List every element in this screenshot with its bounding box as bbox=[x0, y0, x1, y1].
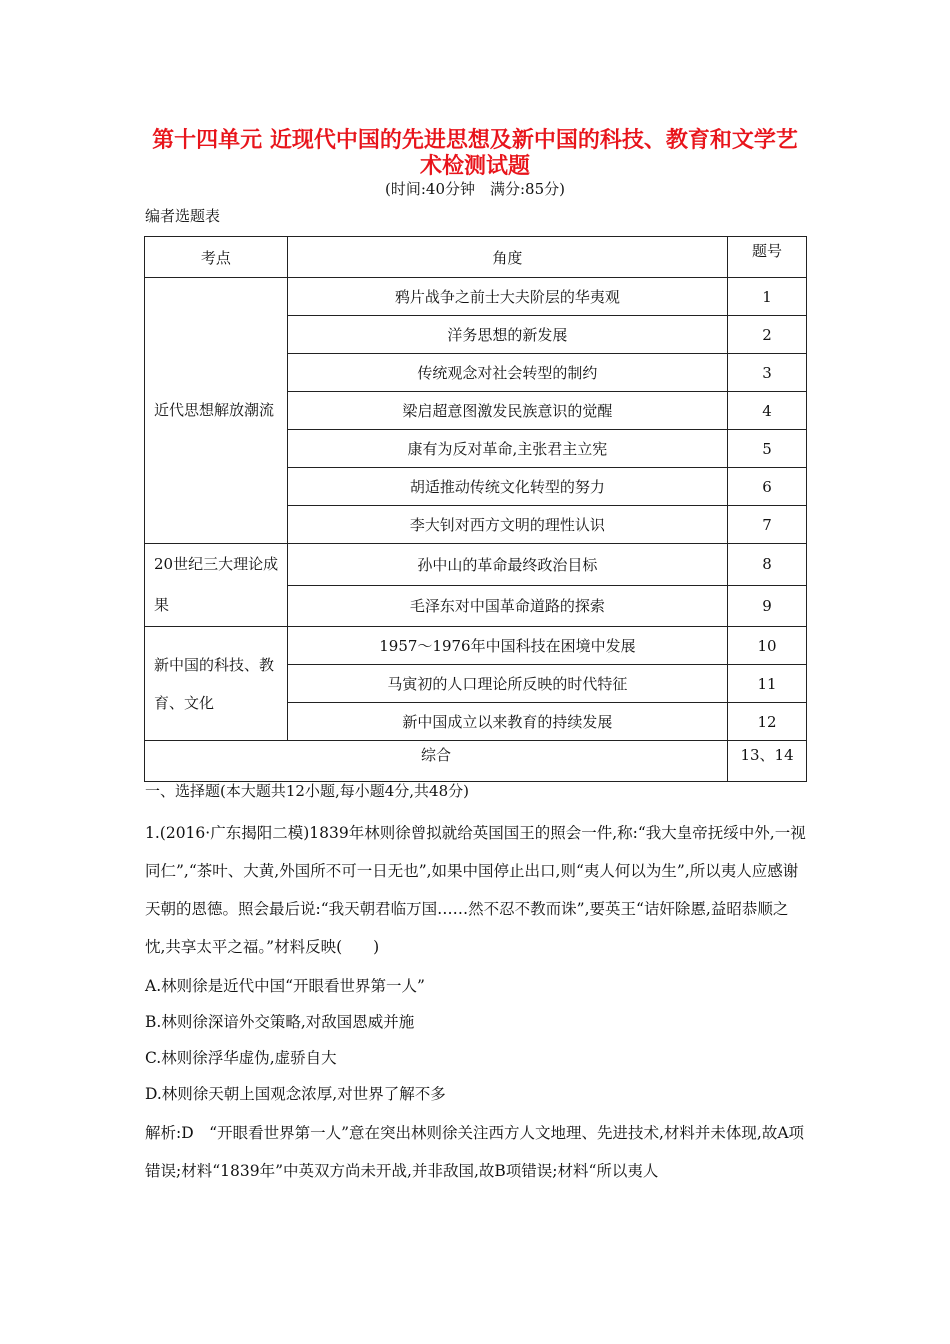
angle-cell: 传统观念对社会转型的制约 bbox=[287, 354, 727, 392]
number-cell: 10 bbox=[728, 627, 807, 665]
table-summary-row bbox=[145, 741, 807, 782]
option-a: A.林则徐是近代中国“开眼看世界第一人” bbox=[145, 977, 425, 995]
page-title-line2: 术检测试题 bbox=[419, 153, 530, 179]
number-cell: 9 bbox=[728, 585, 807, 627]
number-cell: 6 bbox=[728, 468, 807, 506]
angle-cell: 胡适推动传统文化转型的努力 bbox=[287, 468, 727, 506]
angle-cell: 新中国成立以来教育的持续发展 bbox=[287, 703, 727, 741]
angle-cell: 马寅初的人口理论所反映的时代特征 bbox=[287, 665, 727, 703]
angle-cell: 李大钊对西方文明的理性认识 bbox=[287, 506, 727, 544]
angle-cell: 鸦片战争之前士大夫阶层的华夷观 bbox=[287, 278, 727, 316]
angle-cell: 康有为反对革命,主张君主立宪 bbox=[287, 430, 727, 468]
table-label: 编者选题表 bbox=[145, 207, 221, 225]
number-cell: 7 bbox=[728, 506, 807, 544]
header-tihao: 题号 bbox=[728, 237, 807, 278]
summary-number: 13、14 bbox=[728, 741, 807, 782]
exam-time-score: (时间:40分钟 满分:85分) bbox=[385, 180, 565, 198]
number-cell: 12 bbox=[728, 703, 807, 741]
option-d: D.林则徐天朝上国观念浓厚,对世界了解不多 bbox=[145, 1085, 446, 1103]
number-cell: 5 bbox=[728, 430, 807, 468]
analysis: 解析:D “开眼看世界第一人”意在突出林则徐关注西方人文地理、先进技术,材料并未体现,故A项错误;材料“1839年”中英双方尚未开战,并非敌国,故B项错误;材料“所以夷人 bbox=[145, 1124, 805, 1180]
section-heading: 一、选择题(本大题共12小题,每小题4分,共48分) bbox=[145, 782, 469, 800]
number-cell: 2 bbox=[728, 316, 807, 354]
summary-label: 综合 bbox=[145, 741, 728, 782]
number-cell: 8 bbox=[728, 544, 807, 586]
number-cell: 11 bbox=[728, 665, 807, 703]
group-modern-thought: 近代思想解放潮流 bbox=[145, 278, 288, 544]
angle-cell: 洋务思想的新发展 bbox=[287, 316, 727, 354]
option-c: C.林则徐浮华虚伪,虚骄自大 bbox=[145, 1049, 337, 1067]
option-b: B.林则徐深谙外交策略,对敌国恩威并施 bbox=[145, 1013, 415, 1031]
table-header-row bbox=[145, 237, 807, 278]
group-new-china: 新中国的科技、教育、文化 bbox=[145, 627, 288, 741]
angle-cell: 1957～1976年中国科技在困境中发展 bbox=[287, 627, 727, 665]
angle-cell: 毛泽东对中国革命道路的探索 bbox=[287, 585, 727, 627]
question-1: 1.(2016·广东揭阳二模)1839年林则徐曾拟就给英国国王的照会一件,称:“我大皇帝抚绥中外,一视同仁”,“茶叶、大黄,外国所不可一日无也”,如果中国停止出口,则“夷人何以为生”,所以夷人应感谢天朝的恩德。照会最后说:“我天朝君临万国……然不忍不教而诛”,要英王“诘奸除慝,益昭恭顺之忱,共享太平之福。”材料反映( ) bbox=[145, 824, 806, 956]
header-kaodian: 考点 bbox=[145, 237, 288, 278]
header-jiaodu: 角度 bbox=[287, 237, 727, 278]
table-row bbox=[145, 627, 807, 665]
number-cell: 1 bbox=[728, 278, 807, 316]
page-title-line1: 第十四单元 近现代中国的先进思想及新中国的科技、教育和文学艺 bbox=[152, 127, 798, 153]
number-cell: 3 bbox=[728, 354, 807, 392]
angle-cell: 孙中山的革命最终政治目标 bbox=[287, 544, 727, 586]
selection-table bbox=[144, 236, 807, 782]
table-row bbox=[145, 278, 807, 316]
group-three-theories: 20世纪三大理论成果 bbox=[145, 544, 288, 627]
number-cell: 4 bbox=[728, 392, 807, 430]
table-row bbox=[145, 544, 807, 586]
angle-cell: 梁启超意图激发民族意识的觉醒 bbox=[287, 392, 727, 430]
